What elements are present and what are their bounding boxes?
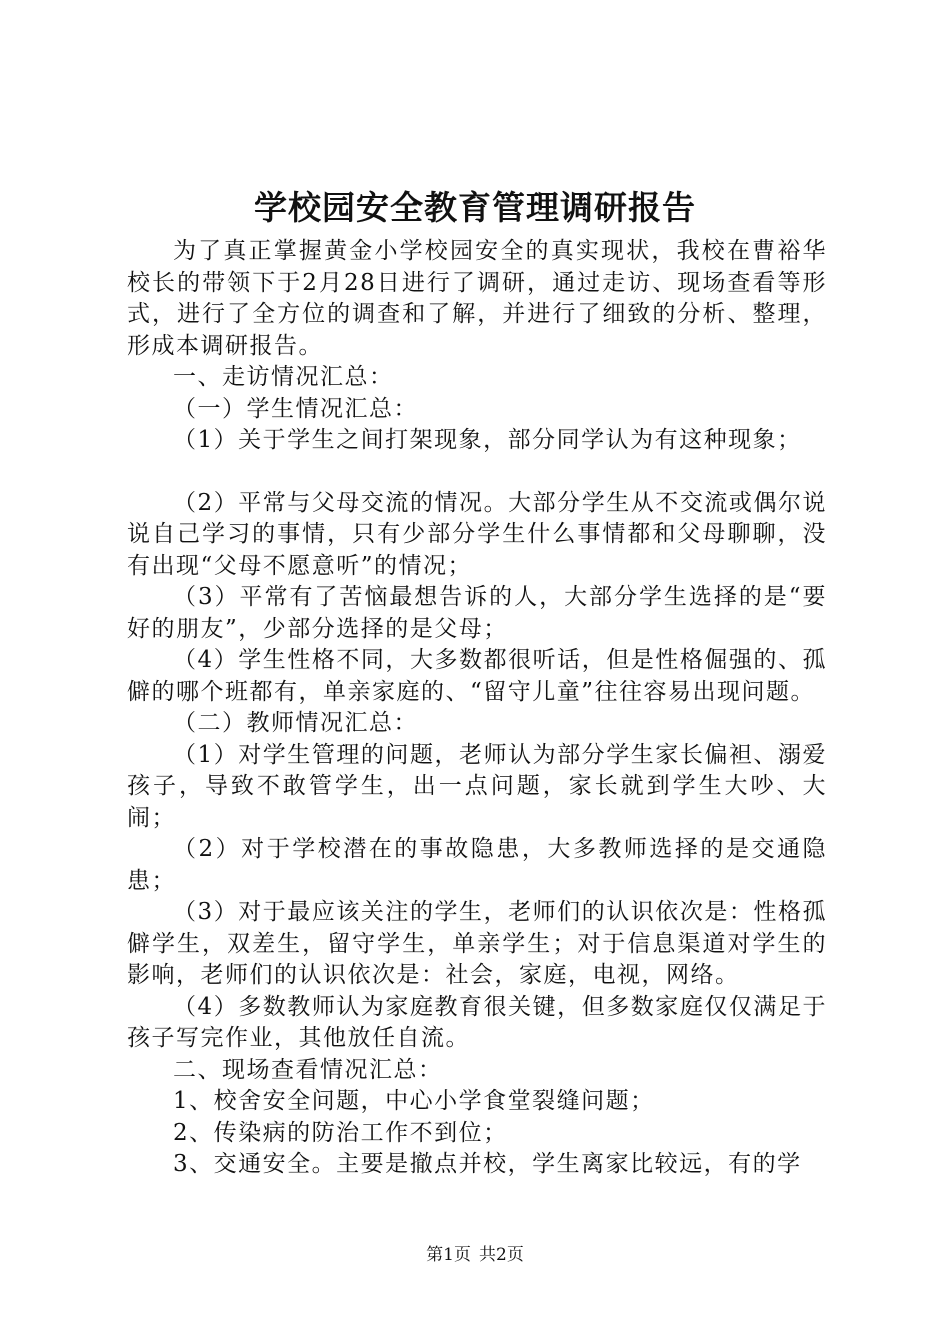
paragraph-teacher-4: （4）多数教师认为家庭教育很关键，但多数家庭仅仅满足于孩子写完作业，其他放任自流。 [127,993,827,1051]
paragraph-student-4: （4）学生性格不同，大多数都很听话，但是性格倔强的、孤僻的哪个班都有，单亲家庭的、“留守儿童”往往容易出现问题。 [127,647,827,705]
paragraph-site-1: 1、校舍安全问题，中心小学食堂裂缝问题； [173,1088,655,1114]
heading-interview-summary: 一、走访情况汇总： [173,364,394,390]
paragraph-student-2: （2）平常与父母交流的情况。大部分学生从不交流或偶尔说说自己学习的事情，只有少部分学生什么事情都和父母聊聊，没有出现“父母不愿意听”的情况； [127,489,827,579]
document-title: 学校园安全教育管理调研报告 [254,188,696,227]
paragraph-student-1: （1）关于学生之间打架现象，部分同学认为有这种现象； [173,427,802,453]
paragraph-site-3: 3、交通安全。主要是撤点并校，学生离家比较远，有的学 [173,1151,802,1177]
heading-site-inspection: 二、现场查看情况汇总： [173,1056,443,1083]
paragraph-teacher-3: （3）对于最应该关注的学生，老师们的认识依次是：性格孤僻学生，双差生，留守学生，单亲学生；对于信息渠道对学生的影响，老师们的认识依次是：社会，家庭，电视，网络。 [127,899,827,988]
page-number-current: 第1页 [426,1245,471,1265]
page-number-total: 共2页 [479,1245,524,1265]
document-body [127,236,827,1181]
paragraph-teacher-1: （1）对学生管理的问题，老师认为部分学生家长偏袒、溺爱孩子，导致不敢管学生，出一点问题，家长就到学生大吵、大闹； [127,741,827,831]
heading-student-summary: （一）学生情况汇总： [173,395,418,422]
paragraph-student-3: （3）平常有了苦恼最想告诉的人，大部分学生选择的是“要好的朋友”，少部分选择的是父母； [127,584,827,642]
paragraph-site-2: 2、传染病的防治工作不到位； [173,1119,508,1146]
heading-teacher-summary: （二）教师情况汇总： [173,710,418,736]
paragraph-teacher-2: （2）对于学校潜在的事故隐患，大多教师选择的是交通隐患； [127,836,827,894]
paragraph-intro: 为了真正掌握黄金小学校园安全的真实现状，我校在曹裕华校长的带领下于2月28日进行了调研，通过走访、现场查看等形式，进行了全方位的调查和了解，并进行了细致的分析、整理，形成本调研报告。 [127,238,827,359]
page-footer [0,1244,950,1266]
